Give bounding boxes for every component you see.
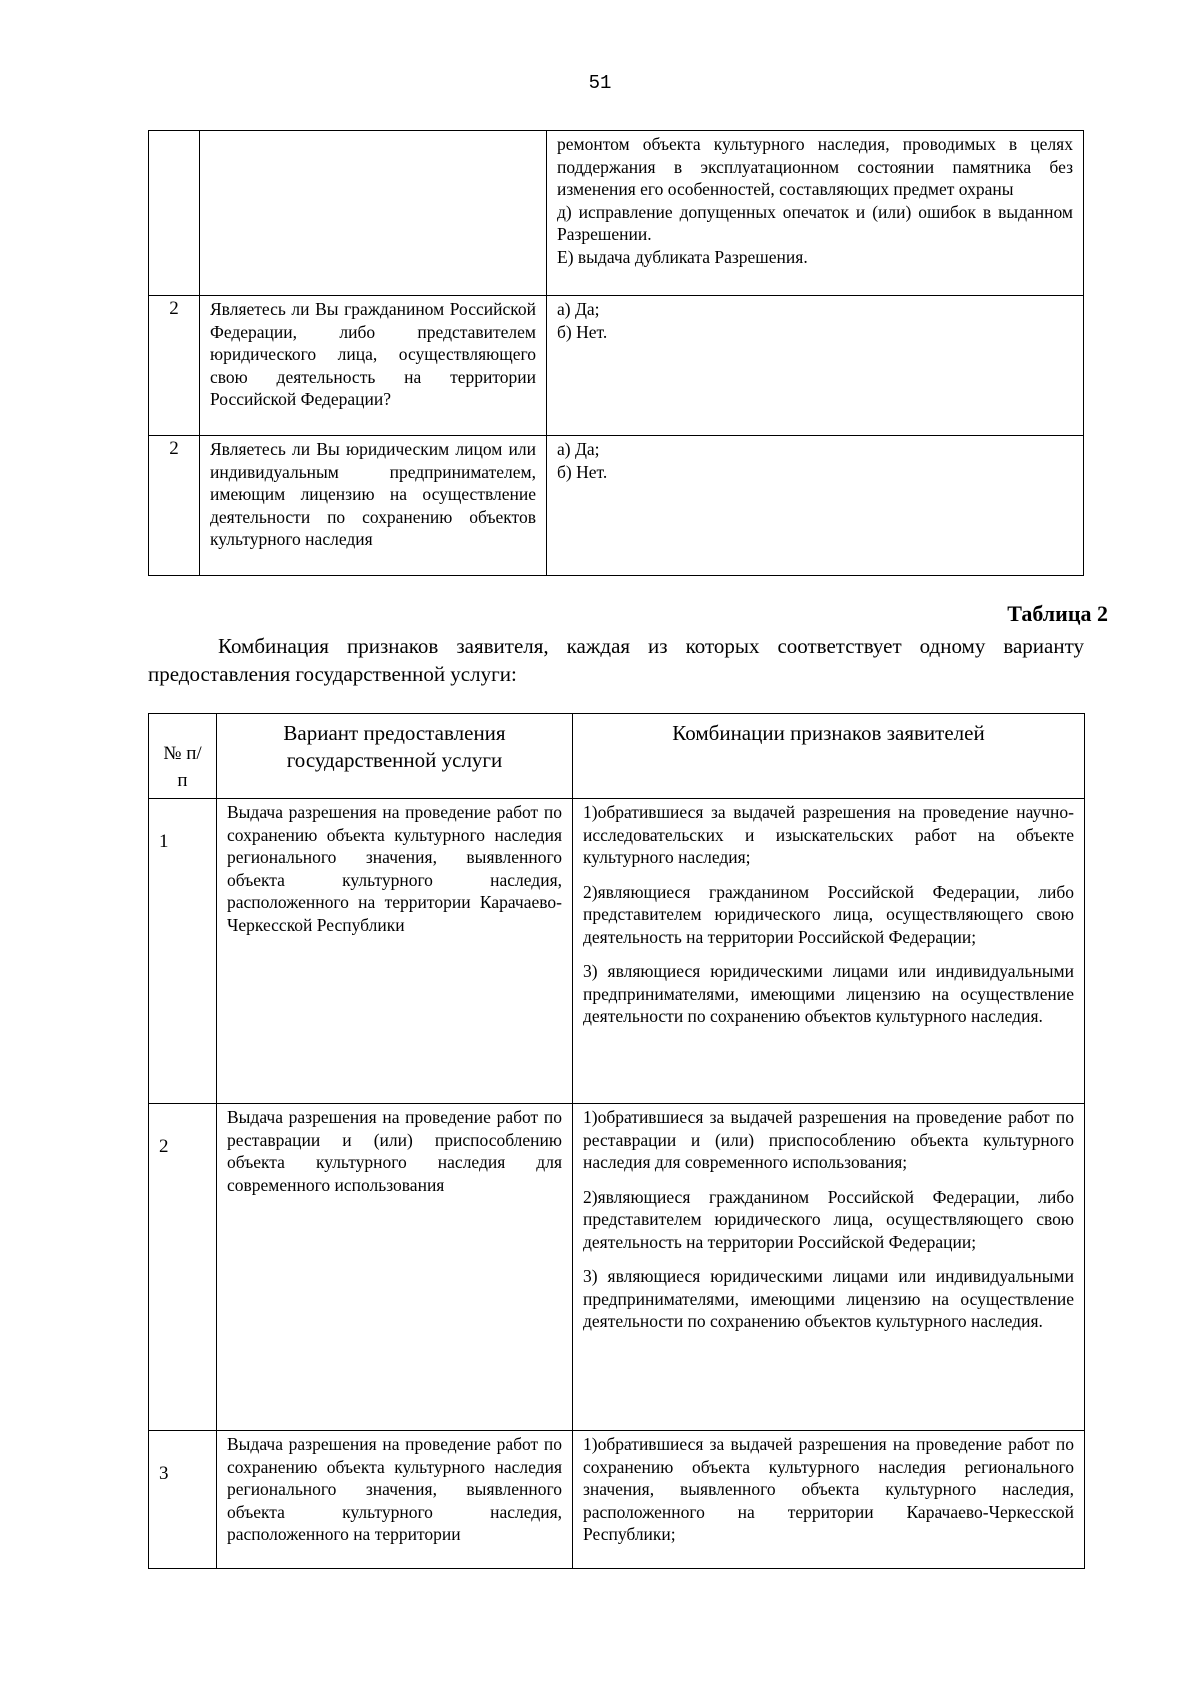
row-number: 2 bbox=[149, 296, 200, 436]
header-num: № п/п bbox=[149, 714, 217, 799]
table-row bbox=[149, 799, 1085, 1104]
answer-cell: ремонтом объекта культурного наследия, проводимых в целях поддержания в эксплуатационном состоянии памятника без изменения его особенностей, составляющих предмет охраны д) исправление допущенных опечаток и (или) ошибок в выданном Разрешении. Е) выдача дубликата Разрешения. bbox=[547, 131, 1084, 296]
combo-item: 2)являющиеся гражданином Российской Федерации, либо представителем юридического лица, осуществляющего свою деятельность на территории Российской Федерации; bbox=[583, 1186, 1074, 1252]
question-cell bbox=[200, 131, 547, 296]
table-row bbox=[149, 436, 1084, 576]
row-number: 2 bbox=[149, 436, 200, 576]
variant-cell: Выдача разрешения на проведение работ по реставрации и (или) приспособлению объекта культурного наследия для современного использования bbox=[217, 1104, 573, 1431]
combos-cell bbox=[573, 1431, 1085, 1569]
variants-table bbox=[148, 713, 1085, 1569]
combo-item: 3) являющиеся юридическими лицами или индивидуальными предпринимателями, имеющими лицензию на осуществление деятельности по сохранению объектов культурного наследия. bbox=[583, 1266, 1074, 1331]
combo-item: 1)обратившиеся за выдачей разрешения на проведение научно-исследовательских и изыскательских работ на объекте культурного наследия; bbox=[583, 802, 1074, 867]
table-row bbox=[149, 296, 1084, 436]
question-cell: Являетесь ли Вы гражданином Российской Федерации, либо представителем юридического лица, осуществляющего свою деятельность на территории Российской Федерации? bbox=[200, 296, 547, 436]
header-variant: Вариант предоставления государственной услуги bbox=[217, 714, 573, 799]
variant-cell: Выдача разрешения на проведение работ по сохранению объекта культурного наследия регионального значения, выявленного объекта культурного наследия, расположенного на территории bbox=[217, 1431, 573, 1569]
combo-item: 1)обратившиеся за выдачей разрешения на проведение работ по реставрации и (или) приспособлению объекта культурного наследия для современного использования; bbox=[583, 1107, 1074, 1172]
answer-cell: а) Да; б) Нет. bbox=[547, 296, 1084, 436]
header-combos: Комбинации признаков заявителей bbox=[573, 714, 1085, 799]
table-intro: Комбинация признаков заявителя, каждая из которых соответствует одному варианту предоставления государственной услуги: bbox=[148, 634, 1084, 686]
page-number: 51 bbox=[588, 72, 612, 94]
questions-table bbox=[148, 130, 1084, 576]
combo-item: 3) являющиеся юридическими лицами или индивидуальными предпринимателями, имеющими лицензию на осуществление деятельности по сохранению объектов культурного наследия. bbox=[583, 961, 1074, 1026]
table-row bbox=[149, 1104, 1085, 1431]
question-cell: Являетесь ли Вы юридическим лицом или индивидуальным предпринимателем, имеющим лицензию на осуществление деятельности по сохранению объектов культурного наследия bbox=[200, 436, 547, 576]
table-row bbox=[149, 131, 1084, 296]
header-row bbox=[149, 714, 1085, 799]
row-number: 1 bbox=[149, 799, 217, 1104]
combos-cell bbox=[573, 799, 1085, 1104]
table-row bbox=[149, 1431, 1085, 1569]
combo-item: 2)являющиеся гражданином Российской Федерации, либо представителем юридического лица, осуществляющего свою деятельность на территории Российской Федерации; bbox=[583, 881, 1074, 947]
row-number bbox=[149, 131, 200, 296]
row-number: 2 bbox=[149, 1104, 217, 1431]
row-number: 3 bbox=[149, 1431, 217, 1569]
answer-cell: а) Да; б) Нет. bbox=[547, 436, 1084, 576]
table-title: Таблица 2 bbox=[1007, 601, 1108, 626]
combos-cell bbox=[573, 1104, 1085, 1431]
variant-cell: Выдача разрешения на проведение работ по сохранению объекта культурного наследия регионального значения, выявленного объекта культурного наследия, расположенного на территории Карачаево-Черкесской Республики bbox=[217, 799, 573, 1104]
combo-item: 1)обратившиеся за выдачей разрешения на проведение работ по сохранению объекта культурного наследия регионального значения, выявленного объекта культурного наследия, расположенного на территории Карачаево-Черкесской Республики; bbox=[583, 1434, 1074, 1544]
